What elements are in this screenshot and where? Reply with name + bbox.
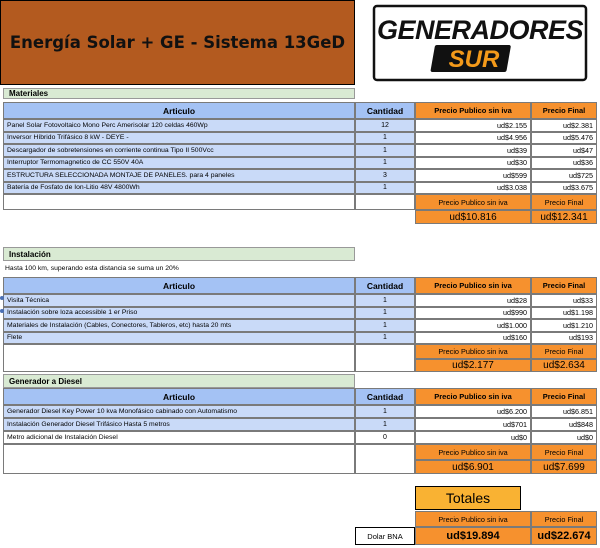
col-header-cantidad-instalacion: Cantidad xyxy=(355,277,415,294)
col-header-articulo-generador: Articulo xyxy=(3,388,355,405)
instalacion-row-2-pp: ud$990 xyxy=(415,307,531,320)
materiales-row-2-qty: 1 xyxy=(355,132,415,145)
materiales-row-2-pf: ud$5.476 xyxy=(531,132,597,145)
instalacion-row-2-qty: 1 xyxy=(355,307,415,320)
section-title-generador: Generador a Diesel xyxy=(3,374,355,388)
materiales-sum-pp: ud$10.816 xyxy=(415,210,531,224)
instalacion-row-4-pp: ud$160 xyxy=(415,332,531,345)
generador-row-3-item: Metro adicional de Instalación Diesel xyxy=(3,431,355,444)
generadores-sur-logo xyxy=(356,0,600,85)
materiales-row-4-item: Interruptor Termomagnetico de CC 550V 40A xyxy=(3,157,355,170)
generador-blank-article xyxy=(3,444,355,474)
materiales-row-6-qty: 1 xyxy=(355,182,415,195)
row-handle-dot[interactable] xyxy=(0,309,4,313)
materiales-row-4-qty: 1 xyxy=(355,157,415,170)
generador-row-1-qty: 1 xyxy=(355,405,415,418)
col-header-precio-final: Precio Final xyxy=(531,102,597,119)
materiales-row-6-item: Batería de Fosfato de Ion-Litio 48V 4800Wh xyxy=(3,182,355,195)
generador-row-2-item: Instalación Generador Diesel Trifásico Hasta 5 metros xyxy=(3,418,355,431)
instalacion-blank-article xyxy=(3,344,355,372)
instalacion-blank-qty xyxy=(355,344,415,372)
materiales-row-1-pf: ud$2.381 xyxy=(531,119,597,132)
generador-sum-label-pf: Precio Final xyxy=(531,444,597,460)
materiales-row-5-pp: ud$599 xyxy=(415,169,531,182)
generador-sum-pp: ud$6.901 xyxy=(415,460,531,474)
col-header-precio-final-instalacion: Precio Final xyxy=(531,277,597,294)
section-title-materiales: Materiales xyxy=(3,88,355,99)
instalacion-row-3-pp: ud$1.000 xyxy=(415,319,531,332)
generador-row-3-pp: ud$0 xyxy=(415,431,531,444)
materiales-sum-label-pp: Precio Publico sin iva xyxy=(415,194,531,210)
section-title-instalacion: Instalación xyxy=(3,247,355,261)
col-header-precio-publico-generador: Precio Publico sin iva xyxy=(415,388,531,405)
generador-sum-label-pp: Precio Publico sin iva xyxy=(415,444,531,460)
instalacion-row-4-pf: ud$193 xyxy=(531,332,597,345)
instalacion-row-1-item: Visita Técnica xyxy=(3,294,355,307)
generador-row-2-pf: ud$848 xyxy=(531,418,597,431)
materiales-row-3-pp: ud$39 xyxy=(415,144,531,157)
materiales-row-6-pf: ud$3.675 xyxy=(531,182,597,195)
generador-row-2-pp: ud$701 xyxy=(415,418,531,431)
materiales-row-5-item: ESTRUCTURA SELECCIONADA MONTAJE DE PANELES. para 4 paneles xyxy=(3,169,355,182)
instalacion-sum-pf: ud$2.634 xyxy=(531,359,597,372)
instalacion-note: Hasta 100 km, superando esta distancia se suma un 20% xyxy=(5,265,179,272)
generador-row-1-item: Generador Diesel Key Power 10 kva Monofásico cabinado con Automatismo xyxy=(3,405,355,418)
col-header-precio-publico: Precio Publico sin iva xyxy=(415,102,531,119)
materiales-row-5-qty: 3 xyxy=(355,169,415,182)
materiales-row-5-pf: ud$725 xyxy=(531,169,597,182)
generador-row-2-qty: 1 xyxy=(355,418,415,431)
row-handle-dot[interactable] xyxy=(0,296,4,300)
materiales-row-4-pp: ud$30 xyxy=(415,157,531,170)
totales-title: Totales xyxy=(415,486,521,510)
instalacion-row-3-pf: ud$1.210 xyxy=(531,319,597,332)
materiales-sum-label-pf: Precio Final xyxy=(531,194,597,210)
instalacion-row-2-pf: ud$1.198 xyxy=(531,307,597,320)
instalacion-sum-label-pf: Precio Final xyxy=(531,344,597,359)
instalacion-row-1-pp: ud$28 xyxy=(415,294,531,307)
materiales-row-2-pp: ud$4.956 xyxy=(415,132,531,145)
col-header-articulo: Articulo xyxy=(3,102,355,119)
generador-sum-pf: ud$7.699 xyxy=(531,460,597,474)
generador-blank-qty xyxy=(355,444,415,474)
generador-row-1-pp: ud$6.200 xyxy=(415,405,531,418)
materiales-row-3-pf: ud$47 xyxy=(531,144,597,157)
materiales-row-3-qty: 1 xyxy=(355,144,415,157)
generador-row-1-pf: ud$6.851 xyxy=(531,405,597,418)
materiales-sum-pf: ud$12.341 xyxy=(531,210,597,224)
col-header-cantidad: Cantidad xyxy=(355,102,415,119)
logo-text-top: GENERADORES xyxy=(376,15,584,45)
generador-row-3-qty: 0 xyxy=(355,431,415,444)
instalacion-row-4-qty: 1 xyxy=(355,332,415,345)
materiales-row-6-pp: ud$3.038 xyxy=(415,182,531,195)
dolar-bna-label: Dolar BNA xyxy=(355,527,415,545)
materiales-row-1-qty: 12 xyxy=(355,119,415,132)
generador-row-3-pf: ud$0 xyxy=(531,431,597,444)
instalacion-sum-label-pp: Precio Publico sin iva xyxy=(415,344,531,359)
instalacion-row-1-pf: ud$33 xyxy=(531,294,597,307)
materiales-row-4-pf: ud$36 xyxy=(531,157,597,170)
page-title-box xyxy=(0,0,355,85)
totales-label-pf: Precio Final xyxy=(531,511,597,527)
instalacion-row-3-item: Materiales de Instalación (Cables, Conectores, Tableros, etc) hasta 20 mts xyxy=(3,319,355,332)
materiales-blank-article xyxy=(3,194,355,210)
instalacion-sum-pp: ud$2.177 xyxy=(415,359,531,372)
totales-label-pp: Precio Publico sin iva xyxy=(415,511,531,527)
col-header-articulo-instalacion: Articulo xyxy=(3,277,355,294)
page-title: Energía Solar + GE - Sistema 13GeD xyxy=(9,33,346,52)
col-header-precio-publico-instalacion: Precio Publico sin iva xyxy=(415,277,531,294)
instalacion-row-4-item: Flete xyxy=(3,332,355,345)
col-header-precio-final-generador: Precio Final xyxy=(531,388,597,405)
materiales-row-2-item: Inversor Híbrido Trifásico 8 kW - DEYE - xyxy=(3,132,355,145)
materiales-row-1-pp: ud$2.155 xyxy=(415,119,531,132)
materiales-row-1-item: Panel Solar Fotovoltaico Mono Perc Amerisolar 120 celdas 460Wp xyxy=(3,119,355,132)
materiales-blank-qty xyxy=(355,194,415,210)
brand-logo xyxy=(356,0,600,85)
logo-text-bottom: SUR xyxy=(448,46,500,73)
col-header-cantidad-generador: Cantidad xyxy=(355,388,415,405)
totales-pp: ud$19.894 xyxy=(415,527,531,545)
instalacion-row-3-qty: 1 xyxy=(355,319,415,332)
materiales-row-3-item: Descargador de sobretensiones en corriente continua Tipo II 500Vcc xyxy=(3,144,355,157)
instalacion-row-1-qty: 1 xyxy=(355,294,415,307)
instalacion-row-2-item: Instalación sobre loza accessible 1 er Priso xyxy=(3,307,355,320)
totales-pf: ud$22.674 xyxy=(531,527,597,545)
